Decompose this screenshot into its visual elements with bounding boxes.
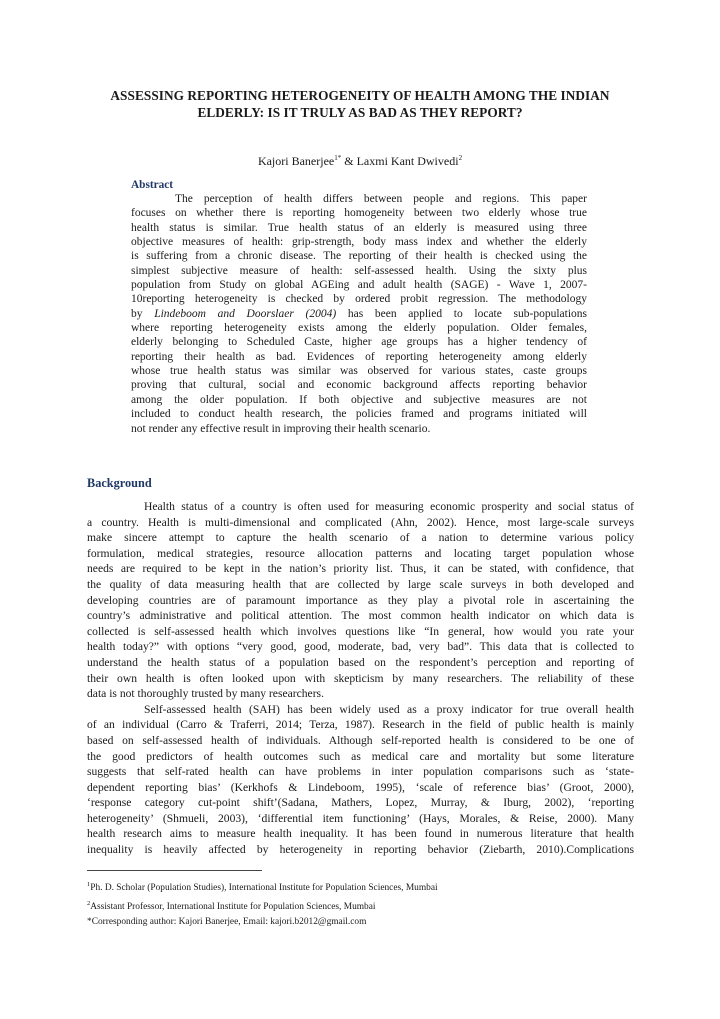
abstract-heading: Abstract <box>131 179 174 191</box>
footnote-2-mark: 2 <box>87 900 91 907</box>
body-line: country’s administrative and political attention. The most common health indicator on which data is <box>87 609 634 623</box>
author-2-name: Laxmi Kant Dwivedi <box>356 154 459 168</box>
body-line: make sincere attempt to capture the health scenario of a nation to determine various policy <box>87 531 634 545</box>
footnotes <box>87 877 634 930</box>
author-line <box>0 151 720 169</box>
abstract-line: The perception of health differs between people and regions. This paper <box>175 193 587 205</box>
body-line: a country. Health is multi-dimensional and complicated (Ahn, 2002). Hence, most large-scale surveys <box>87 515 634 529</box>
body-line: ‘response category cut-point shift’(Sadana, Mathers, Lopez, Murray, & Iburg, 2002), ‘reporting <box>87 796 634 810</box>
citation-lindeboom: Lindeboom and Doorslaer (2004) <box>154 307 337 320</box>
body-line: of an individual (Carro & Traferri, 2014; Terza, 1987). Research in the field of public health is mainly <box>87 718 634 732</box>
body-line: the good predictors of health outcomes such as medical care and mortality but some literature <box>87 749 634 763</box>
body-line: heterogeneity’ (Shmueli, 2003), ‘differential item functioning’ (Hays, Morales, & Reise, 2000). Many <box>87 811 634 825</box>
body-line: collected is self-assessed health which involves questions like “In general, how would you rate your <box>87 624 634 638</box>
body-line: dependent reporting bias’ (Kerkhofs & Lindeboom, 1995), ‘scale of reference bias’ (Groot, 2000), <box>87 780 634 794</box>
body-line: the quality of data measuring health that are collected by large scale surveys in both developed and <box>87 577 634 591</box>
author-2-mark: 2 <box>458 154 463 162</box>
body-line: data is not thoroughly trusted by many researchers. <box>87 687 324 701</box>
body-line: their own health is often looked upon with skepticism by many researchers. The reliability of these <box>87 671 634 685</box>
abstract-line: 10reporting heterogeneity is checked by ordered probit regression. The methodology <box>131 293 587 306</box>
abstract-line-rest: has been applied to locate sub-populations <box>347 307 588 320</box>
title-line-2: ELDERLY: IS IT TRULY AS BAD AS THEY REPORT? <box>197 105 523 120</box>
body-line: based on self-assessed health of individuals. Although self-reported health is considered to be one of <box>87 733 634 747</box>
abstract-line: proving that cultural, social and economic background affects reporting behavior <box>131 379 587 392</box>
title-line-1: ASSESSING REPORTING HETEROGENEITY OF HEALTH AMONG THE INDIAN <box>110 88 610 103</box>
body-line: understand the health status of a population based on the respondent’s perception and reporting of <box>87 655 634 669</box>
abstract-line: elderly belonging to Scheduled Caste, higher age groups has a higher tendency of <box>131 336 587 349</box>
author-1-mark: 1* <box>334 154 342 162</box>
abstract-line: among the older population. If both objective and subjective measures are not <box>131 393 587 406</box>
body-line: inequality is heavily affected by heterogeneity in reporting behavior (Ziebarth, 2010).Complications <box>87 843 634 857</box>
abstract-line: where reporting heterogeneity exists among the elderly population. Older females, <box>131 322 587 335</box>
footnote-3-text: *Corresponding author: Kajori Banerjee, Email: kajori.b2012@gmail.com <box>87 917 367 927</box>
background-heading: Background <box>87 476 152 490</box>
footnote-1 <box>87 877 634 896</box>
abstract-text <box>131 192 587 436</box>
body-line: Health status of a country is often used for measuring economic prosperity and social status of <box>144 500 634 513</box>
body-line: developing countries are of paramount importance as they play a pivotal role in ascertaining the <box>87 593 634 607</box>
footnote-2 <box>87 896 634 915</box>
body-line: suggests that self-rated health can have problems in inter population comparisons such as ‘state- <box>87 765 634 779</box>
abstract-line: not render any effective result in improving their health scenario. <box>131 422 431 435</box>
footnote-separator <box>87 870 262 871</box>
author-1-name: Kajori Banerjee <box>257 154 335 168</box>
abstract-line: focuses on whether there is reporting homogeneity between two elderly whose true <box>131 207 587 220</box>
abstract-line: is suffering from a chronic disease. The reporting of their health is checked using the <box>131 250 587 263</box>
footnote-1-text: Ph. D. Scholar (Population Studies), International Institute for Population Sciences, Mumbai <box>90 883 438 893</box>
footnote-2-text: Assistant Professor, International Institute for Population Sciences, Mumbai <box>90 902 376 912</box>
footnote-corresponding <box>87 915 634 930</box>
abstract-line: reporting their health as bad. Evidences of reporting heterogeneity among elderly <box>131 350 587 363</box>
abstract-line: health status is similar. True health status of an elderly is measured using three <box>131 221 587 234</box>
abstract-line: included to conduct health research, the policies framed and programs initiated will <box>131 408 587 421</box>
abstract-line: simplest subjective measure of health: self-assessed health. Using the sixty plus <box>131 264 587 277</box>
body-line: formulation, medical strategies, resource allocation patterns and locating target population whose <box>87 546 634 560</box>
abstract-line: objective measures of health: grip-strength, body mass index and whether the elderly <box>131 236 587 249</box>
paper-title <box>86 87 634 121</box>
body-line: needs are required to be kept in the nation’s priority list. Thus, it can be stated, with confidence, that <box>87 562 634 576</box>
footnote-1-mark: 1 <box>87 881 91 888</box>
body-line: health today?” with options “very good, good, moderate, bad, very bad”. This data that is collected to <box>87 640 634 654</box>
background-text <box>87 499 634 858</box>
abstract-line: population from Study on global AGEing and adult health (SAGE) - Wave 1, 2007- <box>131 279 587 292</box>
body-line: health research aims to measure health inequality. It has been found in numerous literature that health <box>87 827 634 841</box>
abstract-line: whose true health status was similar was observed for various states, caste groups <box>131 365 587 378</box>
abstract-line-prefix: by <box>131 307 143 320</box>
author-separator: & <box>341 154 357 168</box>
body-line: Self-assessed health (SAH) has been widely used as a proxy indicator for true overall health <box>144 702 634 716</box>
abstract-line-with-citation <box>131 307 587 321</box>
